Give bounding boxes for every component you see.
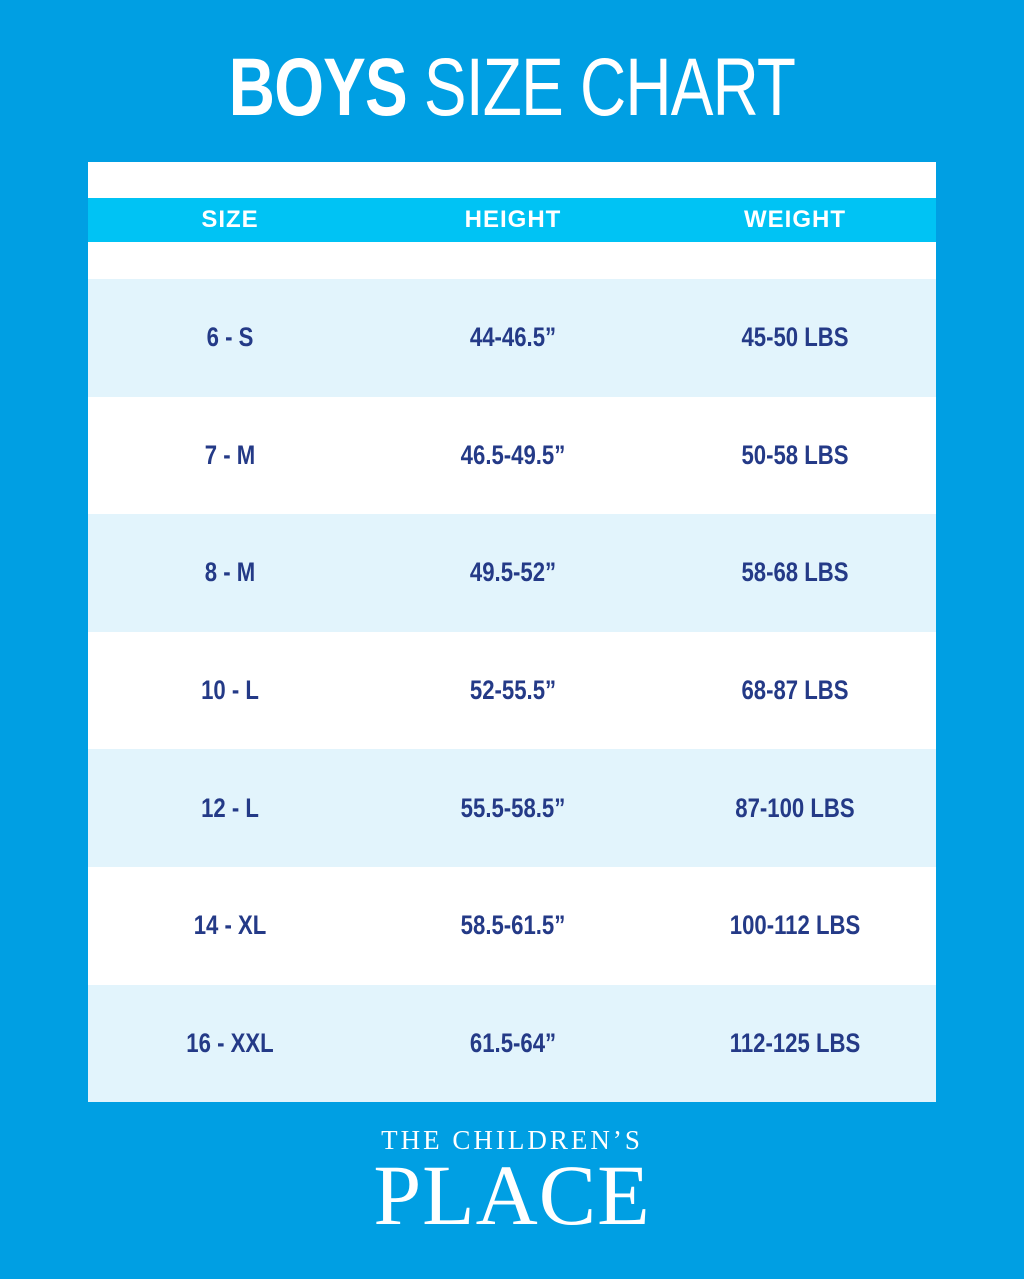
weight-cell: 87-100 LBS xyxy=(735,792,855,823)
weight-cell: 45-50 LBS xyxy=(741,322,849,353)
table-header xyxy=(88,198,936,242)
brand-logo-main: PLACE xyxy=(373,1147,651,1243)
height-cell: 49.5-52” xyxy=(469,557,557,588)
weight-cell: 58-68 LBS xyxy=(741,557,849,588)
table-row xyxy=(88,985,936,1103)
table-row xyxy=(88,867,936,985)
height-cell: 44-46.5” xyxy=(469,322,557,353)
height-cell: 52-55.5” xyxy=(469,675,557,706)
table-row xyxy=(88,632,936,750)
height-cell: 55.5-58.5” xyxy=(460,792,566,823)
page-title xyxy=(113,38,912,138)
weight-cell: 112-125 LBS xyxy=(729,1027,861,1058)
table-row xyxy=(88,279,936,397)
size-cell: 16 - XXL xyxy=(186,1027,274,1058)
size-cell: 12 - L xyxy=(201,792,259,823)
size-cell: 7 - M xyxy=(204,439,256,470)
size-cell: 14 - XL xyxy=(193,910,267,941)
height-cell: 61.5-64” xyxy=(469,1027,557,1058)
size-chart-table xyxy=(88,162,936,1102)
weight-cell: 68-87 LBS xyxy=(741,675,849,706)
table-row xyxy=(88,514,936,632)
table-row xyxy=(88,749,936,867)
title-bold: BOYS xyxy=(228,42,407,133)
header-weight: WEIGHT xyxy=(744,206,846,233)
title-rest: SIZE CHART xyxy=(423,42,796,133)
size-cell: 8 - M xyxy=(204,557,256,588)
weight-cell: 50-58 LBS xyxy=(741,439,849,470)
height-cell: 58.5-61.5” xyxy=(460,910,566,941)
size-cell: 10 - L xyxy=(201,675,259,706)
table-row xyxy=(88,397,936,515)
height-cell: 46.5-49.5” xyxy=(460,439,566,470)
header-height: HEIGHT xyxy=(464,206,562,233)
brand-logo-top: THE CHILDREN’S xyxy=(381,1125,643,1155)
weight-cell: 100-112 LBS xyxy=(729,910,861,941)
size-cell: 6 - S xyxy=(206,322,254,353)
header-size: SIZE xyxy=(201,206,259,233)
table-body xyxy=(88,279,936,1102)
